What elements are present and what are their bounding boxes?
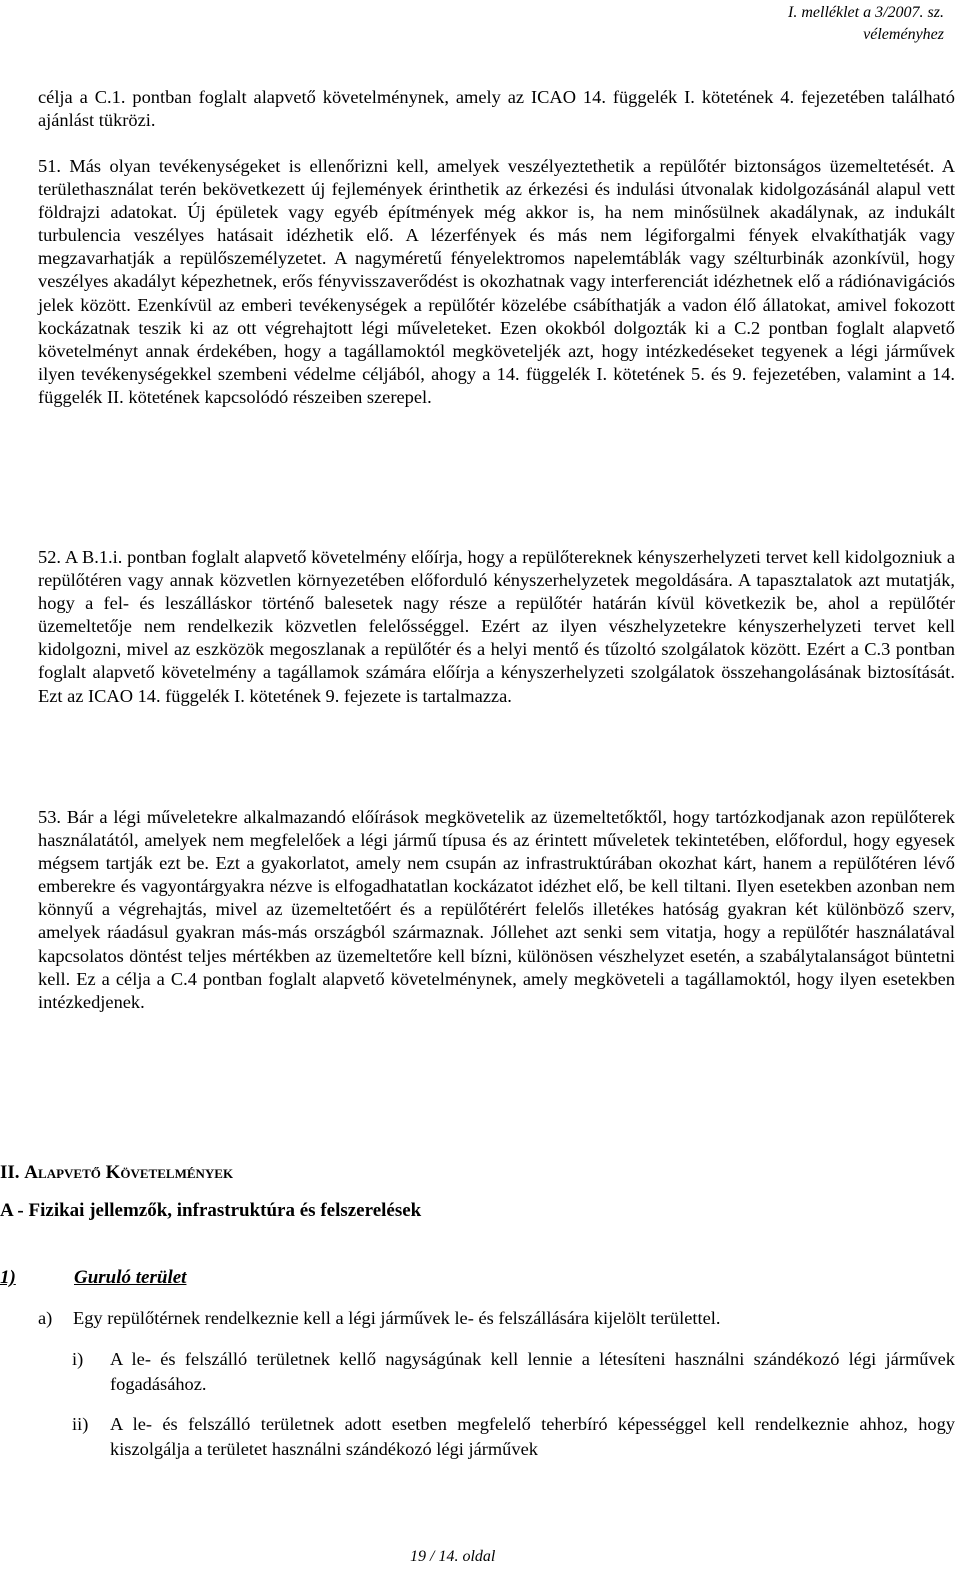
- list-item-i-text: A le- és felszálló területnek kellő nagyságúnak kell lennie a létesíteni használni szándékozó légi járművek fogadásához.: [110, 1349, 955, 1394]
- list-item-i: [72, 1347, 955, 1397]
- section-heading: [0, 1161, 233, 1184]
- item-title: Guruló terület: [74, 1267, 187, 1288]
- list-item-a-text: Egy repülőtérnek rendelkeznie kell a légi járművek le- és felszállására kijelölt területtel.: [73, 1308, 721, 1328]
- subsection-heading: A - Fizikai jellemzők, infrastruktúra és felszerelések: [0, 1200, 422, 1221]
- paragraph-53-number: 53.: [38, 807, 61, 827]
- list-item-ii-label: ii): [72, 1414, 89, 1434]
- header-annex-ref: I. melléklet a 3/2007. sz.: [788, 4, 944, 21]
- paragraph-52: 52. A B.1.i. pontban foglalt alapvető követelmény előírja, hogy a repülőtereknek kényszerhelyzeti tervet kell kidolgozniuk a repülőtéren vagy annak közvetlen környezetében előforduló kényszerhelyzetek megoldására. A tapasztalatok azt mutatják, hogy a fel- és leszálláskor történő balesetek nagy része a repülőtér határán kívül következik be, ahol a repülőtér üzemeltetője nem rendelkezik közvetlen felelősséggel. Ezért az ilyen vészhelyzetekre kényszerhelyzeti tervet kell kidolgozni, mivel az eszközök megoszlanak a repülőtér és a helyi mentő és tűzoltó szolgálatok között. Ezért a C.3 pontban foglalt alapvető követelmény a tagállamok számára előírja a kényszerhelyzeti szolgálatok összehangolásának biztosítását. Ezt az ICAO 14. függelék I. kötetének 9. fejezete is tartalmazza.: [38, 547, 955, 706]
- header-opinion-ref: véleményhez: [863, 26, 944, 43]
- paragraph-51: 51. Más olyan tevékenységeket is ellenőrizni kell, amelyek veszélyeztethetik a repülőtér biztonságos üzemeltetését. A területhasználat terén bekövetkezett új fejlemények érinthetik az érkezési és indulási útvonalak kidolgozásánál alapul vett földrajzi adatokat. Új épületek vagy egyéb építmények még akkor is, ha nem minősülnek akadálynak, az indukált turbulencia veszélyes hatásait idézhetik elő. A lézerfények és más nem légiforgalmi fények elvakíthatják vagy megzavarhatják a repülőszemélyzetet. A nagyméretű fényelektromos napelemtáblák vagy szélturbinák azonkívül, hogy veszélyes akadályt képezhetnek, erős fényvisszaverődést is okozhatnak vagy interferenciát idézhetnek elő a rádiónavigációs jelek között. Ezenkívül az emberi tevékenységek a repülőtér közelébe csábíthatják a vadon élő állatokat, amivel fokozott kockázatnak teszik ki az ott végrehajtott légi műveleteket. Ezen okokból dolgozták ki a C.2 pontban foglalt alapvető követelményt annak érdekében, hogy a tagállamoktól megköveteljék azt, hogy intézkedéseket tegyenek a légi járművek ilyen tevékenységekkel szembeni védelme céljából, ahogy a 14. függelék I. kötetének 5. és 9. fejezetében, valamint a 14. függelék II. kötetének kapcsolódó részeiben szerepel.: [38, 156, 955, 407]
- paragraph-fragment: célja a C.1. pontban foglalt alapvető követelménynek, amely az ICAO 14. függelék I. kötetének 4. fejezetében található ajánlást tükrözi.: [38, 87, 955, 131]
- page-number: 19 / 14. oldal: [410, 1548, 496, 1565]
- paragraph-53: [38, 806, 955, 1014]
- section-title: Alapvető Követelmények: [24, 1162, 234, 1183]
- list-item-i-label: i): [72, 1349, 84, 1369]
- item-number: 1): [0, 1267, 16, 1288]
- list-item-a: [38, 1307, 720, 1330]
- list-item-ii-text: A le- és felszálló területnek adott esetben megfelelő teherbíró képességgel kell rendelkeznie ahhoz, hogy kiszolgálja a területet használni szándékozó légi járművek: [110, 1414, 955, 1459]
- paragraph-53-text: Bár a légi műveletekre alkalmazandó előírások megkövetelik az üzemeltetőktől, hogy tartózkodjanak azon repülőterek használatától, amelyek nem megfelelőek a légi jármű típusa és az érintett műveletek tekintetében, előfordul, hogy egyesek mégsem tartják ezt be. Ezt a gyakorlatot, amely nem csupán az infrastruktúrában okozhat kárt, hanem a repülőtéren lévő emberekre és vagyontárgyakra nézve is elfogadhatatlan kockázatot idézhet elő, be kell tiltani. Ilyen esetekben azonban nem könnyű a végrehajtás, mivel az üzemeltetőért és a repülőtérért felelős illetékes hatóság gyakran két különböző szerv, amelyek ráadásul gyakran más-más országból származnak. Jóllehet azt senki sem vitatja, hogy a repülőtér használatával kapcsolatos döntést teljes mértékben az üzemeltetőre kell bízni, különösen vészhelyzet esetén, a szabálytalanságot büntetni kell. Ez a célja a C.4 pontban foglalt alapvető követelménynek, amely megköveteli a tagállamoktól, hogy ilyen esetekben intézkedjenek.: [38, 807, 955, 1012]
- list-item-a-label: a): [38, 1308, 53, 1328]
- section-numeral: II.: [0, 1162, 20, 1183]
- list-item-ii: [72, 1412, 955, 1462]
- item-heading: [0, 1266, 186, 1289]
